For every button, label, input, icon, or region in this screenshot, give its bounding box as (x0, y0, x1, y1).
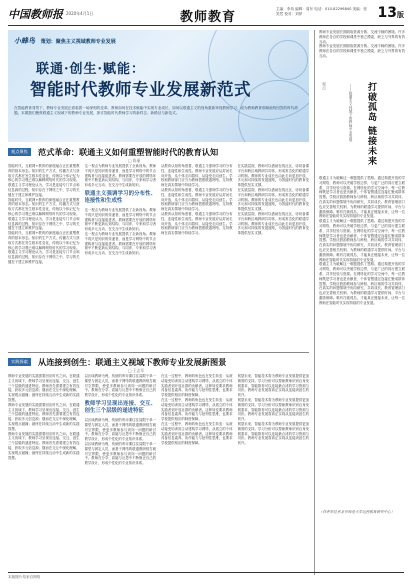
sidebar-body: 联通主义为破解这一难题提供了思路。通过构建开放的学习网络，教师可以突破学校边界，与更广泛的同行建立联系，共享经验与资源。在网络化的学习空间中，每一位教师既是学习者也是贡献者，个体智慧通过连接汇聚成群体智慧。学校应鼓励教师参与跨校、跨区域的学习共同体，在真实的问题情境中协同研究、共同成长。教育管理部门也应完善相关机制，为教师的联通学习提供时间、平台与激励保障。唯有打破孤岛，才能真正链接未来，让每一位教师在智能时代实现持续的专业发展。 联通主义为破解这一难题提供了思路。通过构建开放的学习网络，教师可以突破学校边界，与更广泛的同行建立联系，共享经验与资源。在网络化的学习空间中，每一位教师既是学习者也是贡献者，个体智慧通过连接汇聚成群体智慧。学校应鼓励教师参与跨校、跨区域的学习共同体，在真实的问题情境中协同研究、共同成长。教育管理部门也应完善相关机制，为教师的联通学习提供时间、平台与激励保障。唯有打破孤岛，才能真正链接未来，让每一位教师在智能时代实现持续的专业发展。 联通主义为破解这一难题提供了思路。通过构建开放的学习网络，教师可以突破学校边界，与更广泛的同行建立联系，共享经验与资源。在网络化的学习空间中，每一位教师既是学习者也是贡献者，个体智慧通过连接汇聚成群体智慧。学校应鼓励教师参与跨校、跨区域的学习共同体，在真实的问题情境中协同研究、共同成长。教育管理部门也应完善相关机制，为教师的联通学习提供时间、平台与激励保障。唯有打破孤岛，才能真正链接未来，让每一位教师在智能时代实现持续的专业发展。 (319, 176, 405, 305)
page-footer: 本版图片均来自网络 (8, 572, 404, 581)
article-tag: 实践探索 (8, 358, 31, 366)
sidebar-heading (319, 80, 405, 172)
sidebar-intro: 教师专业发展长期面临资源分散、交流不畅的困境。许多教师在各自的学校和课堂中独立摸索，缺乏与外界的有效互动。 教师专业发展长期面临资源分散、交流不畅的困境。许多教师在各自的学校和课堂中独立摸索，缺乏与外界的有效互动。 (319, 30, 405, 58)
body-column: 从教育认知的角度看，联通主义强调学习的分布性、连接性和生成性。教师专业发展应从封闭走向开放，从个体走向群体，从接受走向创生。学校和教研部门应当为教师搭建联通网络，支持教师在真实情境中持续学习。 从教育认知的角度看，联通主义强调学习的分布性、连接性和生成性。教师专业发展应从封闭走向开放，从个体走向群体，从接受走向创生。学校和教研部门应当为教师搭建联通网络，支持教师在真实情境中持续学习。 从教育认知的角度看，联通主义强调学习的分布性、连接性和生成性。教师专业发展应从封闭走向开放，从个体走向群体，从接受走向创生。学校和教研部门应当为教师搭建联通网络，支持教师在真实情境中持续学习。 (161, 164, 233, 236)
masthead (8, 4, 404, 26)
hero-intro: 在智能教育背景下，教师专业发展正面临着一场深刻的变革。教师如何在技术赋能中实现专业成长，如何以联通主义的视角重新审视教师学习，成为教师教育领域亟待回答的时代命题。本期我们聚焦联通主义视域下的教师专业发展，探讨智能时代教师学习的新样态、新路径与新范式。 (14, 106, 298, 116)
article-author: □ 陈丽 (128, 158, 141, 163)
article-tag: 观点聚焦 (8, 148, 31, 156)
section-divider (8, 352, 309, 353)
article-title: 范式革命：联通主义如何重塑智能时代的教育认知 (38, 147, 219, 157)
pull-quote: 教师学习呈现出连接、交互、创生三个层级的递进特征 (84, 400, 156, 414)
article-title: 从连接到创生：联通主义视域下教师专业发展新图景 (38, 357, 227, 367)
article-header (8, 146, 309, 164)
hero-title-line2: 智能时代教师专业发展新范式 (30, 80, 251, 99)
sidebar-subtitle: ——联通主义视域下的教师专业发展 (349, 84, 353, 142)
body-column: 智能时代，互联网+教育的深度融合正在重塑教育的基本形态。知识的生产方式、传播方式与获取方式都在发生根本性变化，传统以个体记忆为核心的学习观已难以解释网络时代的学习现象。联通主义学习理论认为，学习是连接专门节点和信息源的过程，知识存在于网络之中，学习的关键在于建立和维护连接。 智能时代，互联网+教育的深度融合正在重塑教育的基本形态。知识的生产方式、传播方式与获取方式都在发生根本性变化，传统以个体记忆为核心的学习观已难以解释网络时代的学习现象。联通主义学习理论认为，学习是连接专门节点和信息源的过程，知识存在于网络之中，学习的关键在于建立和维护连接。 智能时代，互联网+教育的深度融合正在重塑教育的基本形态。知识的生产方式、传播方式与获取方式都在发生根本性变化，传统以个体记忆为核心的学习观已难以解释网络时代的学习现象。联通主义学习理论认为，学习是连接专门节点和信息源的过程，知识存在于网络之中，学习的关键在于建立和维护连接。 (8, 164, 80, 264)
section-title: 教师教育 (180, 10, 237, 25)
article-header (8, 356, 309, 374)
body-column: 在这一过程中，教师的角色也在发生转变：从被动接受培训到主动建构学习网络，从孤立的个体实践者到开放社群的贡献者。这种转变要求教师具备信息素养、协作能力与批判性思维，也要求学校提供相应的制度保障。 在这一过程中，教师的角色也在发生转变：从被动接受培训到主动建构学习网络，从孤立的个体实践者到开放社群的贡献者。这种转变要求教师具备信息素养、协作能力与批判性思维，也要求学校提供相应的制度保障。 在这一过程中，教师的角色也在发生转变：从被动接受培训到主动建构学习网络，从孤立的个体实践者到开放社群的贡献者。这种转变要求教师具备信息素养、协作能力与批判性思维，也要求学校提供相应的制度保障。 (161, 374, 233, 446)
body-column: 教师专业发展的实践需要回应时代之问。在联通主义视域下，教师学习呈现出连接、交互、创生三个层级的递进特征。教师首先需要建立有效连接，获取多元信息源；继而在交互中深化理解，实现观点碰撞；最终在持续互动中生成新的实践智慧。 教师专业发展的实践需要回应时代之问。在联通主义视域下，教师学习呈现出连接、交互、创生三个层级的递进特征。教师首先需要建立有效连接，获取多元信息源；继而在交互中深化理解，实现观点碰撞；最终在持续互动中生成新的实践智慧。 教师专业发展的实践需要回应时代之问。在联通主义视域下，教师学习呈现出连接、交互、创生三个层级的递进特征。教师首先需要建立有效连接，获取多元信息源；继而在交互中深化理解，实现观点碰撞；最终在持续互动中生成新的实践智慧。 (8, 374, 80, 460)
article-2 (8, 356, 309, 568)
body-column: 在实践层面，教师可以借助在线社区、协同备课平台和跨区域教研共同体，形成常态化的联通学习机制。教师的专业成长也由此走向更加开放、多元和可持续的发展道路，为智能时代的教育变革提供坚实支撑。 在实践层面，教师可以借助在线社区、协同备课平台和跨区域教研共同体，形成常态化的联通学习机制。教师的专业成长也由此走向更加开放、多元和可持续的发展道路，为智能时代的教育变革提供坚实支撑。 在实践层面，教师可以借助在线社区、协同备课平台和跨区域教研共同体，形成常态化的联通学习机制。教师的专业成长也由此走向更加开放、多元和可持续的发展道路，为智能时代的教育变革提供坚实支撑。 (237, 164, 309, 236)
column-logo: 小蜂鸟 (14, 36, 35, 45)
pull-quote: 联通主义强调学习的分布性、连接性和生成性 (84, 190, 156, 204)
hero-banner (8, 30, 309, 142)
article-body (8, 374, 309, 568)
article-1 (8, 146, 309, 349)
kicker-text: 策划：聚焦主义视域教师专业发展 (40, 39, 116, 45)
issue-date: 2020年4月1日 (66, 11, 94, 16)
body-column: 以区域教研为例，传统的听评课往往局限于单一课堂与固定人员，而基于网络的联通教研则打破时空界限，使更多教师参与到同一问题的研讨中。教师在分享、质疑与反思中不断修正自己的教学设计，形成个性化的专业知识体系。 教师学习呈现出连接、交互、创生三个层级的递进特征 以区域教研为例，传统的听评课往往局限于单一课堂与固定人员，而基于网络的联通教研则打破时空界限，使更多教师参与到同一问题的研讨中。教师在分享、质疑与反思中不断修正自己的教学设计，形成个性化的专业知识体系。 以区域教研为例，传统的听评课往往局限于单一课堂与固定人员，而基于网络的联通教研则打破时空界限，使更多教师参与到同一问题的研讨中。教师在分享、质疑与反思中不断修正自己的教学设计，形成个性化的专业知识体系。 (84, 374, 156, 466)
editor-info: 主编：李凤 编辑：周东 电话：010-82296840 美编：张笑然 校对：刘梦 (276, 7, 367, 16)
decorative-circle (268, 40, 308, 80)
hero-kicker (14, 36, 116, 46)
body-column: 这一观点为教师专业发展提供了全新视角。教师不再只是知识的传递者，而是学习网络中的节点建构者与连接促进者。教师需要在开放的网络环境中不断更新认知结构，与同伴、专家和学习者形成多元互动，在交互中生成新知识。 联通主义强调学习的分布性、连接性和生成性 这一观点为教师专业发展提供了全新视角。教师不再只是知识的传递者，而是学习网络中的节点建构者与连接促进者。教师需要在开放的网络环境中不断更新认知结构，与同伴、专家和学习者形成多元互动，在交互中生成新知识。 这一观点为教师专业发展提供了全新视角。教师不再只是知识的传递者，而是学习网络中的节点建构者与连接促进者。教师需要在开放的网络环境中不断更新认知结构，与同伴、专家和学习者形成多元互动，在交互中生成新知识。 (84, 164, 156, 256)
hero-title-line1: 联通·创生·赋能： (36, 62, 146, 77)
sidebar-author-note: （作者单位系北京师范大学远程教育研究中心） (319, 510, 395, 514)
paper-name: 中国教师报 (8, 8, 63, 21)
sidebar-column (314, 30, 404, 575)
body-column: 展望未来，智能技术将为教师专业发展提供更加精准的支持。学习分析可以帮助教师识别自身发展需求，智能推荐可以连接最合适的学习资源与同伴。教师专业发展将真正实现从连接到创生的跃升。 展望未来，智能技术将为教师专业发展提供更加精准的支持。学习分析可以帮助教师识别自身发展需求，智能推荐可以连接最合适的学习资源与同伴。教师专业发展将真正实现从连接到创生的跃升。 展望未来，智能技术将为教师专业发展提供更加精准的支持。学习分析可以帮助教师识别自身发展需求，智能推荐可以连接最合适的学习资源与同伴。教师专业发展将真正实现从连接到创生的跃升。 (237, 374, 309, 446)
sidebar-tag: 观点 (322, 82, 327, 90)
sidebar-title: 打破孤岛 链接未来 (366, 82, 376, 167)
article-author: □ 王志军 (128, 368, 145, 373)
page-number: 13版 (377, 5, 404, 21)
article-body (8, 164, 309, 349)
